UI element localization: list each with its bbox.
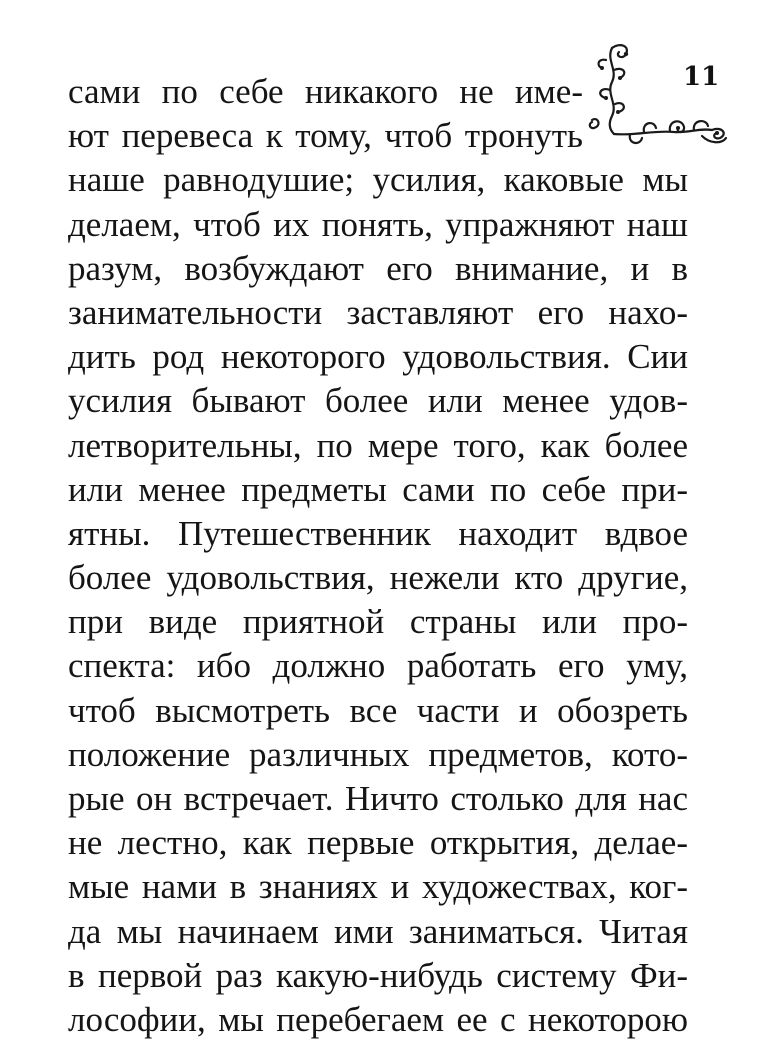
- text-line: сами по себе никакого не име-: [68, 72, 583, 111]
- body-text: [68, 70, 688, 1042]
- text-line: занимательности заставляют его нахо-: [68, 292, 688, 332]
- text-line: или менее предметы сами по себе при-: [68, 469, 688, 509]
- text-line: мые нами в знаниях и художествах, ког-: [68, 867, 688, 907]
- text-line: положение различных предметов, кото-: [68, 734, 688, 774]
- text-line: рые он встречает. Ничто столько для нас: [68, 779, 688, 818]
- text-line: лософии, мы перебегаем ее с некоторою: [68, 999, 688, 1039]
- text-line: дить род некоторого удовольствия. Сии: [68, 337, 688, 377]
- text-line: чтоб высмотреть все части и обозреть: [68, 690, 688, 730]
- text-line: более удовольствия, нежели кто другие,: [68, 558, 688, 598]
- text-line: да мы начинаем ими заниматься. Читая: [68, 911, 688, 951]
- page-number: 11: [683, 62, 720, 92]
- text-line: не лестно, как первые открытия, делае-: [68, 823, 688, 863]
- text-line: при виде приятной страны или про-: [68, 602, 688, 642]
- text-line: в первой раз какую-нибудь систему Фи-: [68, 955, 688, 995]
- text-line: летворительны, по мере того, как более: [68, 425, 688, 465]
- text-line: разум, возбуждают его внимание, и в: [68, 248, 688, 288]
- text-line: спекта: ибо должно работать его уму,: [68, 646, 688, 686]
- text-line: ятны. Путешественник находит вдвое: [68, 513, 688, 553]
- text-line: усилия бывают более или менее удов-: [68, 381, 688, 421]
- text-line: ют перевеса к тому, чтоб тронуть: [68, 116, 583, 156]
- text-line: делаем, чтоб их понять, упражняют наш: [68, 204, 688, 244]
- text-line: наше равнодушие; усилия, каковые мы: [68, 160, 688, 200]
